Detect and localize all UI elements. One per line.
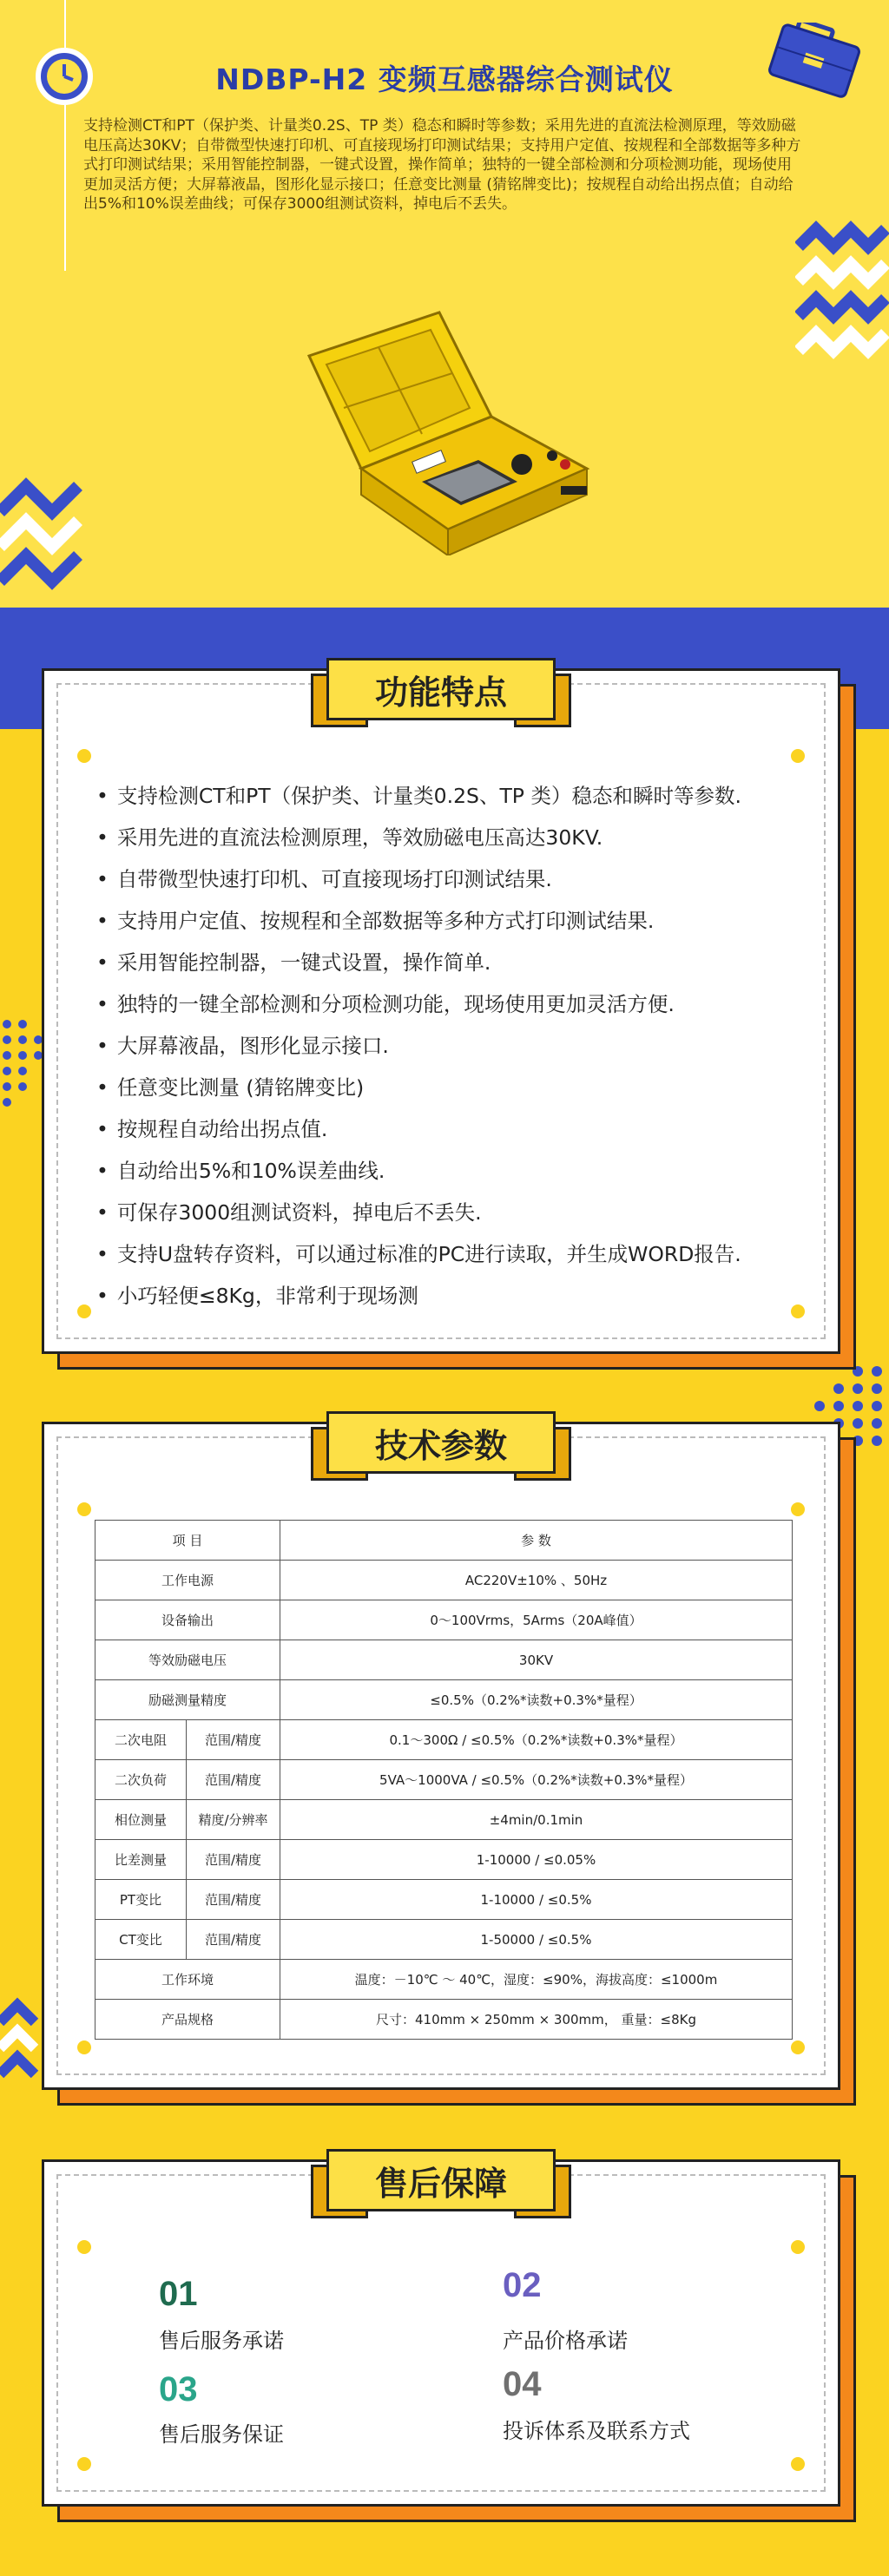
feature-item: • 自动给出5%和10%误差曲线. xyxy=(96,1150,803,1192)
table-cell-item: 设备输出 xyxy=(95,1600,280,1640)
table-cell-item: 二次负荷 xyxy=(95,1760,187,1800)
feature-item: • 自带微型快速打印机、可直接现场打印测试结果. xyxy=(96,858,803,900)
zigzag-decor xyxy=(795,217,889,391)
table-cell-value: 0～100Vrms，5Arms（20A峰值） xyxy=(280,1600,793,1640)
table-cell-value: ±4min/0.1min xyxy=(280,1800,793,1840)
service-number: 04 xyxy=(503,2365,542,2403)
corner-dot xyxy=(77,749,91,763)
corner-dot xyxy=(791,2240,805,2254)
intro-text: 支持检测CT和PT（保护类、计量类0.2S、TP 类）稳态和瞬时等参数；采用先进的直流法检测原理，等效励磁电压高达30KV；自带微型快速打印机、可直接现场打印测试结果；支持用户定值、按规程和全部数据等多种方式打印测试结果；采用智能控制器，一键式设置，操作简单；独特的一键全部检测和分项检测功能，现场使用更加灵活方便；大屏幕液晶，图形化显示接口；任意变比测量 (猜铭牌变比)；按规程自动给出拐点值；自动给出5%和10%误差曲线；可保存3000组测试资料，掉电后不丢失。 xyxy=(83,117,801,213)
table-cell-subitem: 范围/精度 xyxy=(187,1720,280,1760)
table-cell-value: 0.1～300Ω / ≤0.5%（0.2%*读数+0.3%*量程） xyxy=(280,1720,793,1760)
table-header-cell: 项 目 xyxy=(95,1521,280,1561)
table-row xyxy=(95,1680,793,1720)
feature-item: • 大屏幕液晶，图形化显示接口. xyxy=(96,1025,803,1067)
table-header-row xyxy=(95,1521,793,1561)
tester-device-image xyxy=(300,295,596,555)
table-cell-subitem: 范围/精度 xyxy=(187,1880,280,1920)
decor-line xyxy=(64,97,66,271)
table-cell-value: 1-10000 / ≤0.5% xyxy=(280,1880,793,1920)
table-cell-item: 产品规格 xyxy=(95,2000,280,2040)
table-cell-value: 温度：－10℃ ～ 40℃，湿度：≤90%，海拔高度：≤1000m xyxy=(280,1960,793,2000)
table-cell-value: 30KV xyxy=(280,1640,793,1680)
table-cell-value: 1-10000 / ≤0.05% xyxy=(280,1840,793,1880)
section-ribbon xyxy=(311,658,571,717)
specs-panel xyxy=(42,1422,840,2090)
feature-item: • 支持检测CT和PT（保护类、计量类0.2S、TP 类）稳态和瞬时等参数. xyxy=(96,775,803,817)
table-row xyxy=(95,1920,793,1960)
feature-item: • 支持用户定值、按规程和全部数据等多种方式打印测试结果. xyxy=(96,900,803,942)
feature-list xyxy=(96,775,803,1317)
feature-item: • 独特的一键全部检测和分项检测功能，现场使用更加灵活方便. xyxy=(96,983,803,1025)
table-cell-item: 励磁测量精度 xyxy=(95,1680,280,1720)
table-cell-item: 比差测量 xyxy=(95,1840,187,1880)
page-title: NDBP-H2 变频互感器综合测试仪 xyxy=(215,62,674,96)
service-number: 01 xyxy=(159,2275,198,2313)
feature-item: • 小巧轻便≤8Kg，非常利于现场测 xyxy=(96,1275,803,1317)
table-cell-item: CT变比 xyxy=(95,1920,187,1960)
table-row xyxy=(95,1640,793,1680)
table-cell-subitem: 精度/分辨率 xyxy=(187,1800,280,1840)
table-row xyxy=(95,1600,793,1640)
spec-table xyxy=(95,1520,793,2040)
table-cell-value: ≤0.5%（0.2%*读数+0.3%*量程） xyxy=(280,1680,793,1720)
panel-face xyxy=(42,668,840,1354)
table-row xyxy=(95,1760,793,1800)
service-label: 售后服务保证 xyxy=(159,2422,284,2447)
table-row xyxy=(95,1960,793,2000)
section-title: 售后保障 xyxy=(326,2149,556,2211)
corner-dot xyxy=(77,1502,91,1516)
service-number: 03 xyxy=(159,2370,198,2408)
corner-dot xyxy=(77,1304,91,1318)
feature-item: • 可保存3000组测试资料，掉电后不丢失. xyxy=(96,1192,803,1233)
corner-dot xyxy=(77,2457,91,2471)
table-cell-item: 二次电阻 xyxy=(95,1720,187,1760)
table-cell-item: 相位测量 xyxy=(95,1800,187,1840)
service-label: 投诉体系及联系方式 xyxy=(503,2419,690,2443)
clock-icon xyxy=(31,43,97,109)
corner-dot xyxy=(791,2457,805,2471)
feature-item: • 任意变比测量 (猜铭牌变比) xyxy=(96,1067,803,1108)
table-cell-item: 等效励磁电压 xyxy=(95,1640,280,1680)
table-cell-subitem: 范围/精度 xyxy=(187,1840,280,1880)
briefcase-icon xyxy=(767,23,872,101)
table-row xyxy=(95,1840,793,1880)
feature-item: • 支持U盘转存资料，可以通过标准的PC进行读取，并生成WORD报告. xyxy=(96,1233,803,1275)
corner-dot xyxy=(77,2240,91,2254)
table-row xyxy=(95,1880,793,1920)
section-title: 功能特点 xyxy=(326,658,556,720)
feature-item: • 采用先进的直流法检测原理，等效励磁电压高达30KV. xyxy=(96,817,803,858)
hero-section xyxy=(0,0,889,608)
feature-item: • 采用智能控制器，一键式设置，操作简单. xyxy=(96,942,803,983)
section-ribbon xyxy=(311,2149,571,2208)
section-ribbon xyxy=(311,1411,571,1470)
table-cell-item: 工作环境 xyxy=(95,1960,280,2000)
table-cell-value: 尺寸：410mm × 250mm × 300mm， 重量：≤8Kg xyxy=(280,2000,793,2040)
service-label: 产品价格承诺 xyxy=(503,2329,628,2353)
table-row xyxy=(95,1561,793,1600)
panel-face xyxy=(42,2159,840,2507)
corner-dot xyxy=(77,2040,91,2054)
table-row xyxy=(95,2000,793,2040)
corner-dot xyxy=(791,1502,805,1516)
service-panel xyxy=(42,2159,840,2507)
service-number: 02 xyxy=(503,2266,542,2304)
table-cell-value: 1-50000 / ≤0.5% xyxy=(280,1920,793,1960)
section-title: 技术参数 xyxy=(326,1411,556,1474)
table-cell-subitem: 范围/精度 xyxy=(187,1920,280,1960)
table-cell-value: AC220V±10% 、50Hz xyxy=(280,1561,793,1600)
table-header-cell: 参 数 xyxy=(280,1521,793,1561)
table-cell-subitem: 范围/精度 xyxy=(187,1760,280,1800)
panel-face xyxy=(42,1422,840,2090)
zigzag-decor xyxy=(0,469,95,608)
table-cell-value: 5VA～1000VA / ≤0.5%（0.2%*读数+0.3%*量程） xyxy=(280,1760,793,1800)
table-row xyxy=(95,1720,793,1760)
features-panel xyxy=(42,668,840,1354)
dots-decor xyxy=(0,1015,43,1120)
table-row xyxy=(95,1800,793,1840)
feature-item: • 按规程自动给出拐点值. xyxy=(96,1108,803,1150)
corner-dot xyxy=(791,2040,805,2054)
table-cell-item: PT变比 xyxy=(95,1880,187,1920)
corner-dot xyxy=(791,749,805,763)
service-label: 售后服务承诺 xyxy=(159,2329,284,2353)
table-cell-item: 工作电源 xyxy=(95,1561,280,1600)
